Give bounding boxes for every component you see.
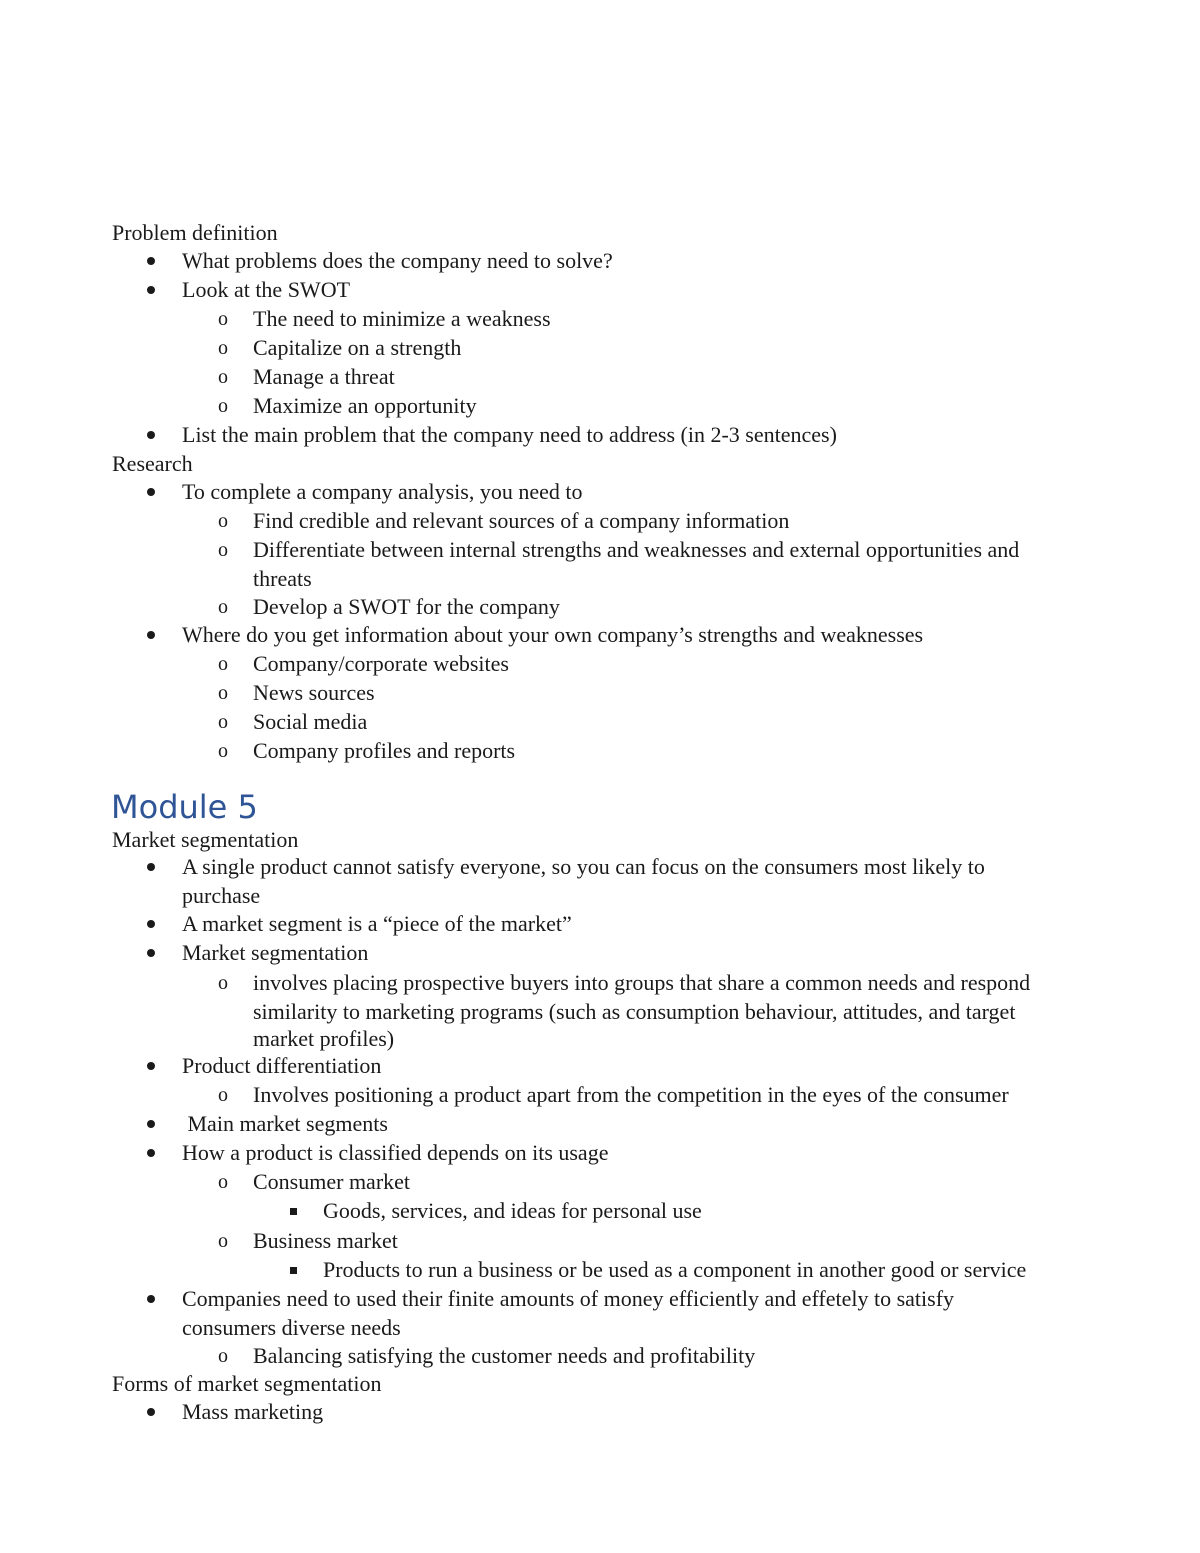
bullet-circle-icon: o xyxy=(218,308,228,330)
bullet-dot-icon xyxy=(147,1120,155,1128)
bullet-circle-icon: o xyxy=(218,1230,228,1252)
bullet-circle-icon: o xyxy=(218,337,228,359)
bullet-circle-icon: o xyxy=(218,1345,228,1367)
bullet-circle-icon: o xyxy=(218,510,228,532)
bullet-circle-icon: o xyxy=(218,740,228,762)
bullet-square-icon xyxy=(290,1267,297,1274)
bullet-circle-icon: o xyxy=(218,972,228,994)
bullet-dot-icon xyxy=(147,1408,155,1416)
bullet-dot-icon xyxy=(147,631,155,639)
bullet-circle-icon: o xyxy=(218,1084,228,1106)
bullet-circle-icon: o xyxy=(218,539,228,561)
bullet-circle-icon: o xyxy=(218,711,228,733)
document-page: Problem definition What problems does the company need to solve? Look at the SWOT o The need to minimize a weakness o Capitalize on a strength o Manage a threat o Maximize an opportunity List the main problem that the company need to address (in 2-3 sentences) Research To complete a company analysis, you need to o Find credible and relevant sources of a company information o Differentiate between internal strengths and weaknesses and external opportunities and threats o Develop a SWOT for the company Where do you get information about your own company’s strengths and weaknesses o Company/corporate websites o News sources o Social media o Company profiles and reports Module 5 Market segmentation A single product cannot satisfy everyone, so you can focus on the consumers most likely to purchase A market segment is a “piece of the market” Market segmentation o involves placing prospective buyers into groups that share a common needs and respond similarity to marketing programs (such as consumption behaviour, attitudes, and target market profiles) Product differentiation o Involves positioning a product apart from the competition in the eyes of the consumer Main market segments How a product is classified depends on its usage o Consumer market Goods, services, and ideas for personal use o Business market Products to run a business or be used as a component in another good or service Companies need to used their finite amounts of money efficiently and effetely to satisfy consumers diverse needs o Balancing satisfying the customer needs and profitability Forms of market segmentation Mass marketing xyxy=(111,220,1031,1424)
bullet-dot-icon xyxy=(147,257,155,265)
bullet-dot-icon xyxy=(147,949,155,957)
bullet-dot-icon xyxy=(147,488,155,496)
bullet-dot-icon xyxy=(147,920,155,928)
module-heading: Module 5 xyxy=(111,788,258,826)
bullet-circle-icon: o xyxy=(218,596,228,618)
bullet-dot-icon xyxy=(147,1295,155,1303)
bullet-dot-icon xyxy=(147,286,155,294)
bullet-dot-icon xyxy=(147,431,155,439)
bullet-circle-icon: o xyxy=(218,366,228,388)
bullet-circle-icon: o xyxy=(218,682,228,704)
bullet-dot-icon xyxy=(147,1062,155,1070)
bullet-dot-icon xyxy=(147,863,155,871)
bullet-dot-icon xyxy=(147,1149,155,1157)
bullet-circle-icon: o xyxy=(218,395,228,417)
bullet-square-icon xyxy=(290,1208,297,1215)
bullet-circle-icon: o xyxy=(218,1171,228,1193)
bullet-circle-icon: o xyxy=(218,653,228,675)
